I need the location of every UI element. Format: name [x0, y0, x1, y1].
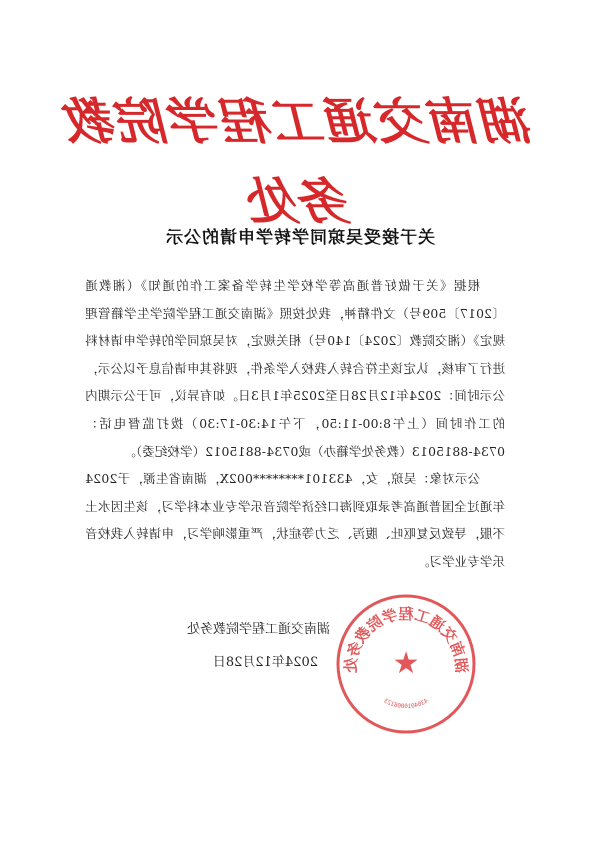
body-paragraph-2: 公示对象：吴琼，女，433101********002X，湖南省生源，于2024年通过全国普通高考录取到海口经济学院音乐学专业本科学习，该生因水土不服，导致反复呕吐、腹泻、乏力等症状，严重影响学习，申请转入我校音乐学专业学习。: [85, 471, 505, 569]
seal-ring-text: 湖南交通工程学院教务处: [341, 605, 471, 674]
signoff-org: 湖南交通工程学院教务处: [186, 622, 330, 637]
document-title: 关于接受吴琼同学转学申请的公示: [165, 228, 435, 248]
seal-serial: 4304010008123: [382, 697, 430, 711]
official-seal-icon: [333, 591, 479, 737]
body-paragraph-1: 根据《关于做好普通高等学校学生转学备案工作的通知》（湘教通〔2017〕509号）文件精神，我处按照《湖南交通工程学院学生学籍管理规定》（湘交院教〔2024〕140号）相关规定，对吴琼同学的转学申请材料进行了审核，认定该生符合转入我校入学条件，现将其申请信息予以公示，公示时间：2024年12月28日至2025年1月3日。如有异议，可于公示期内的工作时间（上午8:00-11:50，下午14:30-17:30）拨打监督电话：0734-8815013（教务处学籍办）或0734-8815012（学校纪委）。: [85, 278, 505, 459]
letterhead-org-name: 湖南交通工程学院教务处: [66, 92, 534, 231]
seal-star-icon: ★: [392, 646, 420, 681]
document-body: [85, 272, 505, 576]
signoff-date: 2024年12月28日: [212, 655, 318, 670]
